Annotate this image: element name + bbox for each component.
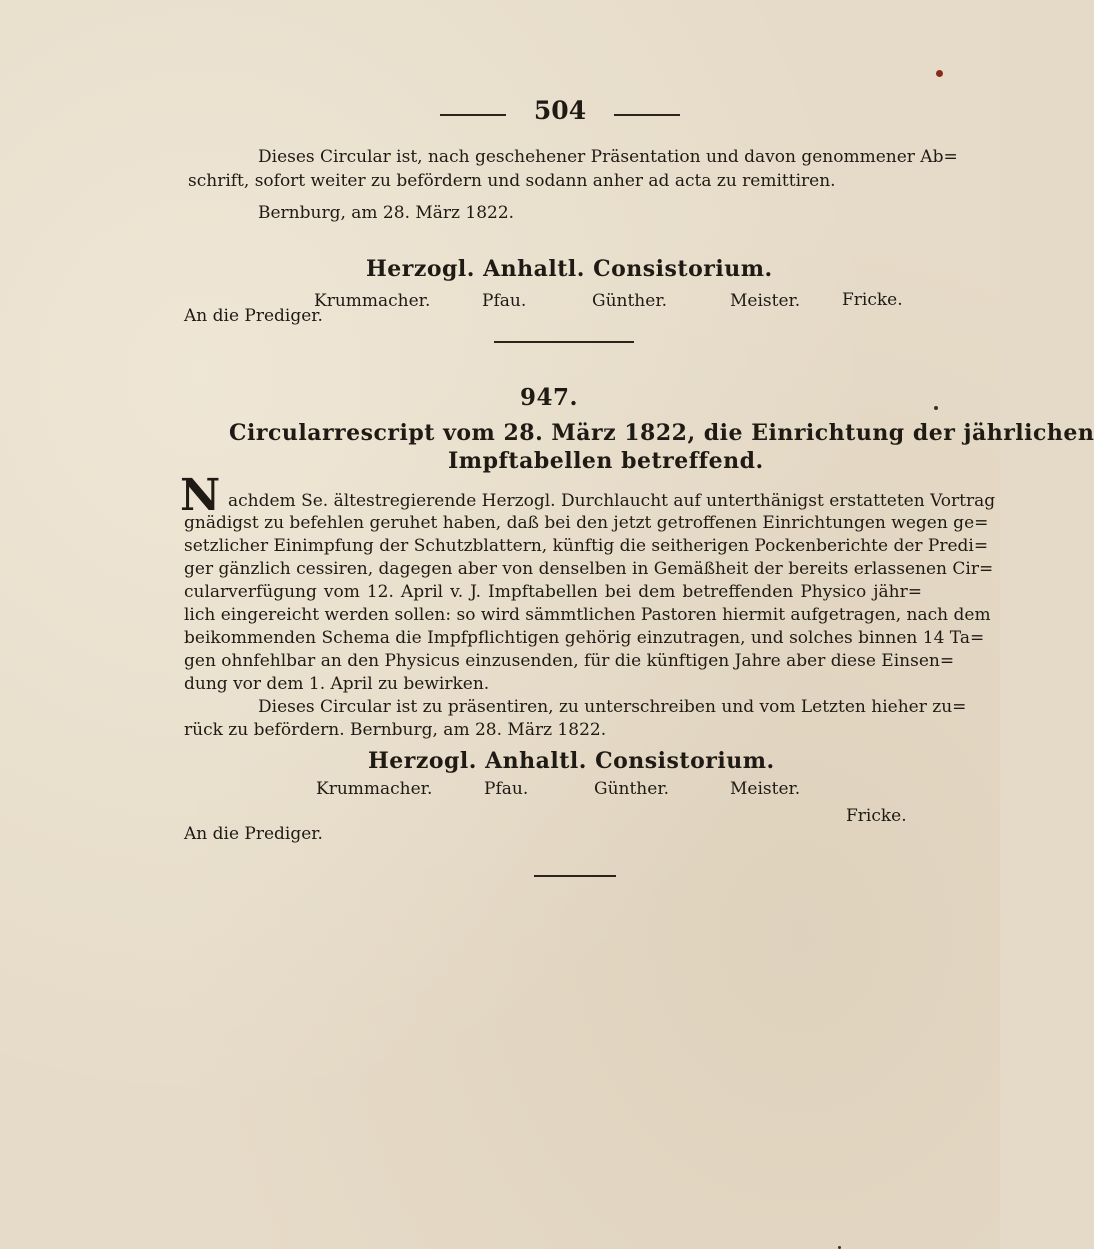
section-body-line-3: setzlicher Einimpfung der Schutzblattern, künftig die seitherigen Pockenberichte der Predi= [184,536,989,556]
notice1-line-2: schrift, sofort weiter zu befördern und sodann anher ad acta zu remittiren. [188,171,836,191]
header-rule-left [440,114,506,116]
section-addressee: An die Prediger. [184,824,323,844]
closing-rule [534,875,616,877]
section-divider [494,341,634,343]
section-body-line-1: achdem Se. ältestregierende Herzogl. Durchlaucht auf unterthänigst erstatteten Vortrag [228,491,996,511]
section-closing-line-1: Dieses Circular ist zu präsentiren, zu unterschreiben und vom Letzten hieher zu= [258,697,967,717]
section-body-line-9: dung vor dem 1. April zu bewirken. [184,674,490,694]
section-signatory-1: Krummacher. [316,779,433,799]
page-header [440,96,680,132]
section-body-line-8: gen ohnfehlbar an den Physicus einzusenden, für die künftigen Jahre aber diese Einsen= [184,651,955,671]
notice1-addressee: An die Prediger. [184,306,323,326]
notice1-place-date: Bernburg, am 28. März 1822. [258,203,515,223]
section-dropcap: N [180,470,221,521]
section-signatory-4: Meister. [730,779,801,799]
section-body-line-6: lich eingereicht werden sollen: so wird sämmtlichen Pastoren hiermit aufgetragen, nach dem [184,605,991,625]
paper-speck [934,406,938,410]
notice1-signatory-2: Pfau. [482,291,527,311]
section-signatory-extra: Fricke. [846,806,907,826]
section-title-line-2: Impftabellen betreffend. [448,448,764,474]
section-body-line-7: beikommenden Schema die Impfpflichtigen gehörig einzutragen, und solches binnen 14 Ta= [184,628,985,648]
section-authority: Herzogl. Anhaltl. Consistorium. [368,748,775,774]
notice1-line-1: Dieses Circular ist, nach geschehener Präsentation und davon genommener Ab= [258,147,958,167]
section-closing-line-2: rück zu befördern. Bernburg, am 28. März 1822. [184,720,607,740]
section-body-line-2: gnädigst zu befehlen geruhet haben, daß bei den jetzt getroffenen Einrichtungen wegen ge= [184,513,989,533]
notice1-signatory-1: Krummacher. [314,291,431,311]
section-body-line-5: cularverfügung vom 12. April v. J. Impftabellen bei dem betreffenden Physico jähr= [184,582,922,602]
section-signatory-2: Pfau. [484,779,529,799]
paper-speck [936,70,943,77]
section-title-line-1: Circularrescript vom 28. März 1822, die Einrichtung der jährlichen [229,420,1094,446]
notice1-signatory-extra: Fricke. [842,290,903,310]
header-rule-right [614,114,680,116]
page-number: 504 [533,96,587,125]
section-signatory-3: Günther. [594,779,669,799]
notice1-signatory-4: Meister. [730,291,801,311]
section-body-line-4: ger gänzlich cessiren, dagegen aber von denselben in Gemäßheit der bereits erlassenen Cir= [184,559,994,579]
notice1-authority: Herzogl. Anhaltl. Consistorium. [366,256,773,282]
notice1-signatory-3: Günther. [592,291,667,311]
section-number: 947. [520,384,579,411]
